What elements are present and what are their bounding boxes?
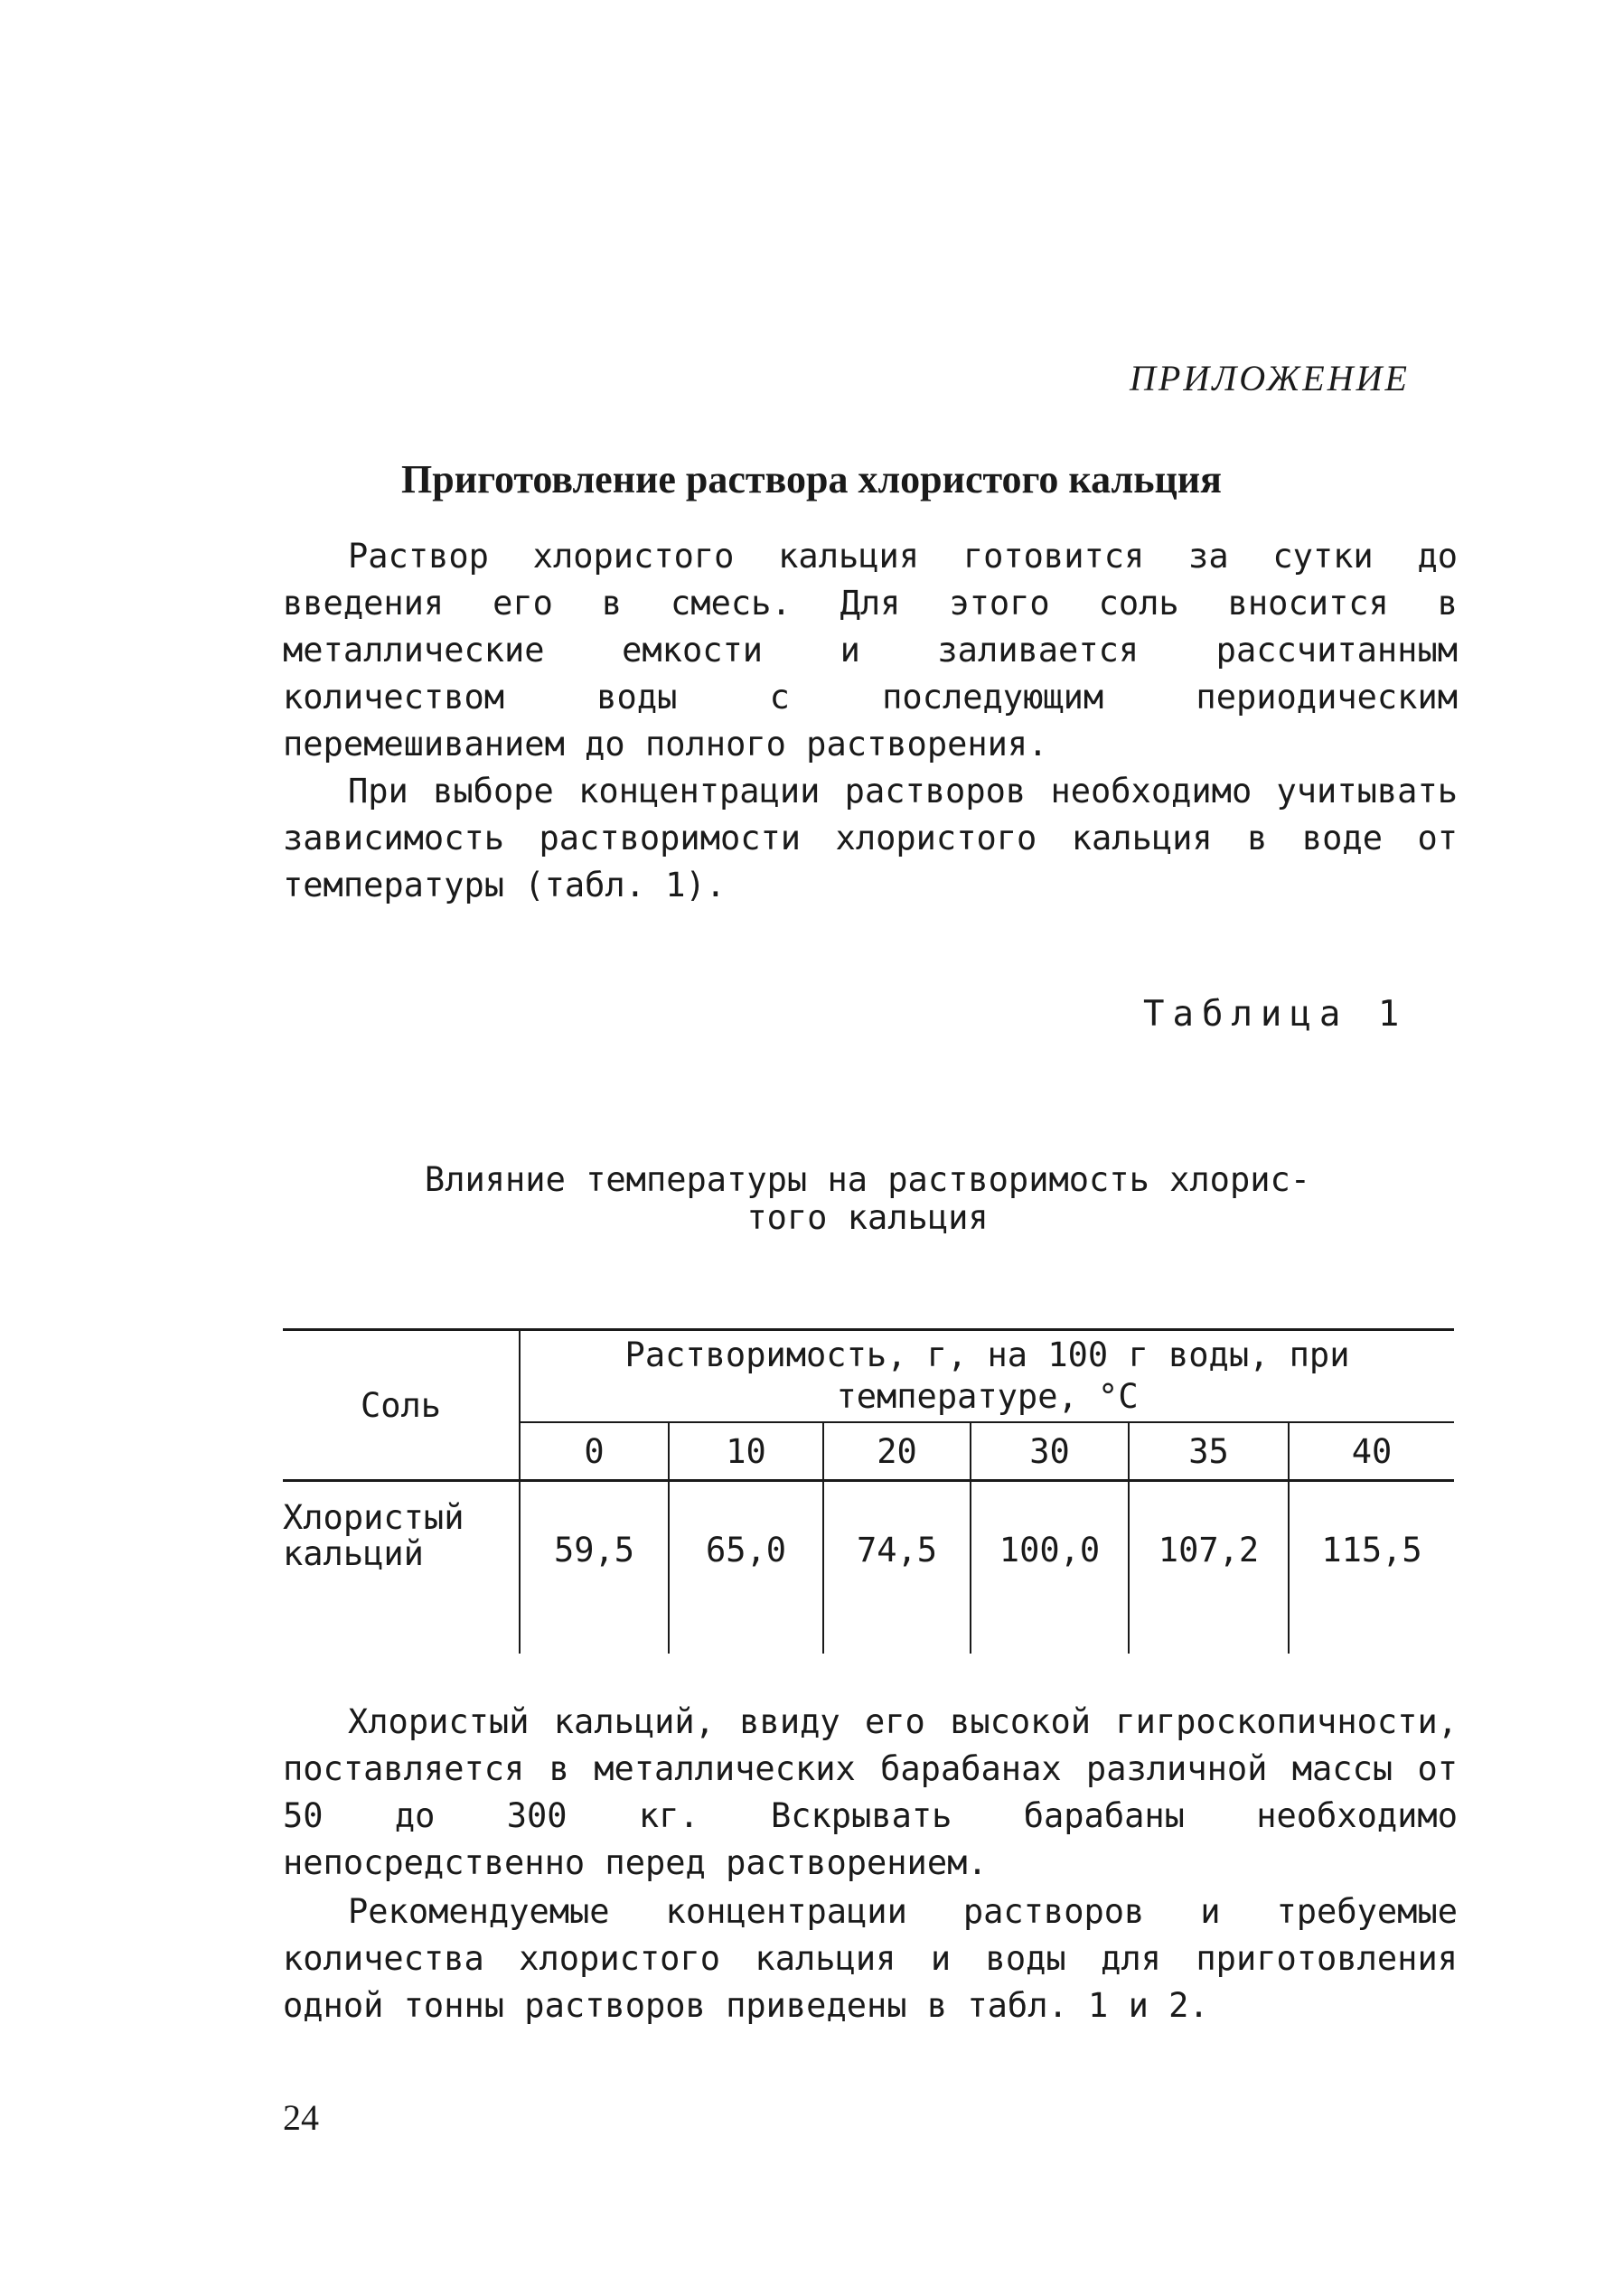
paragraph-1	[283, 533, 1458, 768]
salt-name-line2: кальций	[283, 1534, 424, 1573]
paragraph-2-text: При выборе концентрации растворов необходимо учитывать зависимость растворимости хлористого кальция в воде от температуры (табл. 1).	[283, 772, 1458, 904]
solubility-value: 100,0	[999, 1530, 1101, 1570]
temperature-cell: 0	[520, 1422, 669, 1481]
solubility-value-cell	[823, 1481, 971, 1654]
header-salt: Соль	[283, 1330, 520, 1481]
table-caption-line1: Влияние температуры на растворимость хлорис-	[424, 1160, 1311, 1199]
solubility-table	[283, 1328, 1454, 1635]
appendix-heading: ПРИЛОЖЕНИЕ	[1130, 358, 1410, 398]
paragraph-1-text: Раствор хлористого кальция готовится за сутки до введения его в смесь. Для этого соль вносится в металлические емкости и заливается рассчитанным количеством воды с последующим периодическим перемешиванием до полного растворения.	[283, 537, 1458, 764]
solubility-value: 74,5	[856, 1530, 938, 1570]
temperature-cell: 30	[971, 1422, 1129, 1481]
solubility-value-cell	[1129, 1481, 1289, 1654]
solubility-value: 59,5	[553, 1530, 635, 1570]
solubility-value-cell	[669, 1481, 823, 1654]
salt-name-cell	[283, 1481, 520, 1654]
solubility-value-cell	[971, 1481, 1129, 1654]
paragraph-2	[283, 768, 1458, 909]
paragraph-3	[283, 1699, 1458, 1887]
solubility-value: 65,0	[705, 1530, 787, 1570]
solubility-value: 115,5	[1321, 1530, 1422, 1570]
solubility-table-grid	[283, 1328, 1454, 1654]
table-caption-line2: того кальция	[746, 1198, 989, 1237]
page-number: 24	[283, 2097, 319, 2138]
salt-name-line1: Хлористый	[283, 1498, 464, 1537]
temperature-cell: 10	[669, 1422, 823, 1481]
table-label: Таблица 1	[1143, 994, 1408, 1035]
temperature-cell: 40	[1289, 1422, 1454, 1481]
solubility-value-cell	[520, 1481, 669, 1654]
solubility-value: 107,2	[1158, 1530, 1260, 1570]
table-header-row	[283, 1330, 1454, 1423]
header-solubility: Растворимость, г, на 100 г воды, при температуре, °С	[520, 1330, 1454, 1423]
paragraph-3-text: Хлористый кальций, ввиду его высокой гигроскопичности, поставляется в металлических барабанах различной массы от 50 до 300 кг. Вскрывать барабаны необходимо непосредственно перед растворением.	[283, 1702, 1458, 1882]
temperature-cell: 20	[823, 1422, 971, 1481]
paragraph-4	[283, 1888, 1458, 2029]
solubility-value-cell	[1289, 1481, 1454, 1654]
temperature-cell: 35	[1129, 1422, 1289, 1481]
table-row	[283, 1481, 1454, 1654]
table-caption	[348, 1161, 1387, 1237]
paragraph-4-text: Рекомендуемые концентрации растворов и требуемые количества хлористого кальция и воды для приготовления одной тонны растворов приведены в табл. 1 и 2.	[283, 1892, 1458, 2025]
section-title: Приготовление раствора хлористого кальция	[401, 457, 1222, 501]
